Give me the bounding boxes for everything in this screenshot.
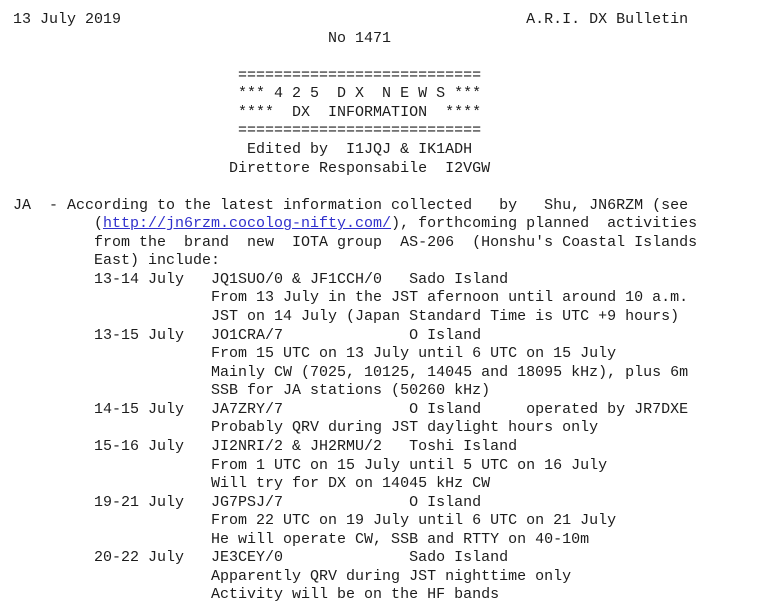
entry-1315-july-detail-3 (13, 382, 765, 401)
direttore-line (13, 160, 765, 179)
masthead-line (13, 11, 765, 30)
text-segment: 13-15 July JO1CRA/7 O Island (13, 326, 482, 344)
text-segment: ), forthcoming planned activities (391, 215, 698, 233)
entry-1516-july-detail-2 (13, 475, 765, 494)
entry-1315-july-detail-1 (13, 345, 765, 364)
entry-1314-july-detail-2 (13, 308, 765, 327)
header-rule-bottom (13, 122, 765, 141)
text-segment: No 1471 (13, 29, 392, 47)
text-segment: 13 July 2019 A.R.I. DX Bulletin (13, 11, 689, 28)
editors-line (13, 141, 765, 160)
text-segment: Mainly CW (7025, 10125, 14045 and 18095 kHz), plus 6m (13, 363, 689, 381)
bulletin-number-line (13, 30, 765, 49)
text-segment: 19-21 July JG7PSJ/7 O Island (13, 493, 482, 511)
text-segment: East) include: (13, 252, 221, 270)
entry-1314-july-stations (13, 271, 765, 290)
entry-1516-july-stations (13, 438, 765, 457)
text-segment: Direttore Responsabile I2VGW (13, 159, 491, 177)
entry-1315-july-stations (13, 327, 765, 346)
jn6rzm-link[interactable]: http://jn6rzm.cocolog-nifty.com/ (103, 215, 392, 233)
entry-1921-july-detail-1 (13, 512, 765, 531)
ja-intro-line-3 (13, 234, 765, 253)
text-segment: *** 4 2 5 D X N E W S *** (13, 85, 482, 103)
entry-1314-july-detail-1 (13, 289, 765, 308)
text-segment: 15-16 July JI2NRI/2 & JH2RMU/2 Toshi Island (13, 437, 518, 455)
text-segment: From 13 July in the JST afernoon until around 10 a.m. (13, 289, 689, 307)
entry-1516-july-detail-1 (13, 457, 765, 476)
ja-intro-line-1 (13, 197, 765, 216)
entry-1415-july-stations (13, 401, 765, 420)
text-segment: From 1 UTC on 15 July until 5 UTC on 16 July (13, 456, 608, 474)
clipped-bottom-line (13, 586, 765, 605)
entry-1921-july-stations (13, 494, 765, 513)
text-segment: 20-22 July JE3CEY/0 Sado Island (13, 549, 509, 567)
blank-line-2 (13, 178, 765, 197)
header-rule-top (13, 67, 765, 86)
entry-1921-july-detail-2 (13, 531, 765, 550)
text-segment: =========================== (13, 66, 482, 84)
entry-2022-july-detail-1 (13, 568, 765, 587)
text-segment: Activity will be on the HF bands (13, 586, 500, 604)
text-segment: JST on 14 July (Japan Standard Time is UTC +9 hours) (13, 308, 680, 325)
header-425-dx-news (13, 85, 765, 104)
text-segment: =========================== (13, 122, 482, 140)
text-segment: Edited by I1JQJ & IK1ADH (13, 140, 473, 158)
text-segment: **** DX INFORMATION **** (13, 103, 482, 121)
blank-line-1 (13, 48, 765, 67)
text-segment (13, 178, 22, 195)
ja-intro-line-2 (13, 215, 765, 234)
text-segment (13, 48, 22, 65)
text-segment: 14-15 July JA7ZRY/7 O Island operated by JR7DXE (13, 400, 689, 418)
text-segment: ( (13, 215, 104, 233)
entry-2022-july-stations (13, 549, 765, 568)
text-segment: Apparently QRV during JST nighttime only (13, 567, 572, 585)
text-segment: Probably QRV during JST daylight hours only (13, 419, 599, 437)
text-segment: Will try for DX on 14045 kHz CW (13, 475, 491, 493)
header-dx-information (13, 104, 765, 123)
text-segment: JA - According to the latest information collected by Shu, JN6RZM (see (13, 196, 689, 214)
text-segment: From 15 UTC on 13 July until 6 UTC on 15 July (13, 345, 617, 363)
text-segment: 13-14 July JQ1SUO/0 & JF1CCH/0 Sado Island (13, 270, 509, 288)
text-segment: From 22 UTC on 19 July until 6 UTC on 21 July (13, 512, 617, 530)
ja-intro-line-4 (13, 252, 765, 271)
text-segment: He will operate CW, SSB and RTTY on 40-10m (13, 530, 590, 548)
entry-1315-july-detail-2 (13, 364, 765, 383)
text-segment: from the brand new IOTA group AS-206 (Honshu's Coastal Islands (13, 233, 698, 251)
text-segment: SSB for JA stations (50260 kHz) (13, 382, 491, 400)
entry-1415-july-detail-1 (13, 419, 765, 438)
